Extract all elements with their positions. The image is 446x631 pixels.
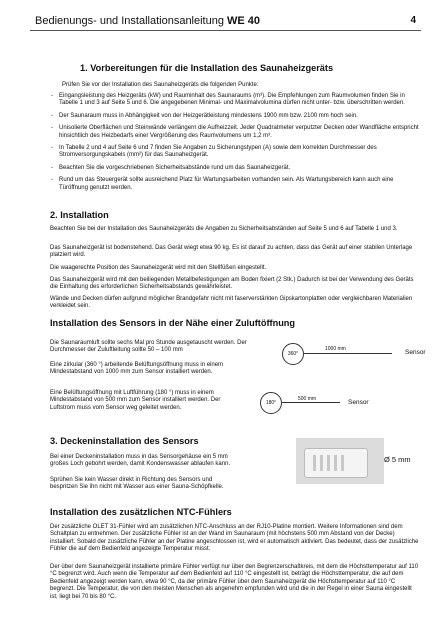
section-1-heading: 1. Vorbereitungen für die Installation des Saunaheizgeräts	[80, 63, 334, 73]
checklist-item: - Unisolierte Oberflächen und Steinwände verlängern die Aufheizzeit. Jeder Quadratmeter verputzter Decken oder Wandfläche entspricht hinsichtlich des Heizbedarfs einer Vergrößerung des Raumvolumens um 1,2 m³.	[50, 125, 420, 140]
distance-line-500	[282, 402, 340, 403]
section-1-checklist	[50, 93, 420, 197]
vent-slot	[327, 455, 330, 471]
checklist-item: - Rund um das Steuergerät sollte ausreichend Platz für Wartungsarbeiten vorhanden sein. Als Wartungsbereich kann auch eine Türöffnung genutzt werden.	[50, 177, 420, 192]
section-3-para: Bei einer Deckeninstallation muss in das Sensorgehäuse ein 5 mm großes Loch gebohrt werden, damit Kondenswasser ablaufen kann.	[50, 454, 231, 468]
section-1-intro: Prüfen Sie vor der Installation des Saunaheizgeräts die folgenden Punkte:	[62, 82, 259, 88]
sensor-para: Eine Belüftungsöffnung mit Luftführung (180 °) muss in einem Mindestabstand von 500 mm zum Sensor installiert werden. Der Luftstrom muss vom Sensor weg geleitet werden.	[50, 390, 221, 411]
page-header	[35, 15, 416, 29]
sensor-housing-illustration	[296, 438, 384, 484]
vent-slot	[334, 455, 337, 471]
section-2-heading: 2. Installation	[50, 210, 109, 220]
distance-line-1000	[304, 353, 392, 354]
vent-180-symbol: 180°	[260, 392, 282, 414]
section-2-para: Das Saunaheizgerät wird mit den beiliegenden Metallbefestigungen am Boden fixiert (2 Stk.) Dadurch ist bei der Verwendung des Geräts die Einhaltung des erforderlichen Sicherheitsabstands gewährleistet.	[50, 277, 414, 291]
ntc-para: Der zusätzliche OLET 31-Fühler wird am zusätzlichen NTC-Anschluss an der RJ10-Platine montiert. Weitere Informationen sind dem Schaltplan zu entnehmen. Der zusätzliche Fühler ist an der Wand im Saunaraum (mit höchstens 500 mm Abstand von der Decke) installiert. Sobald der zusätzliche Fühler an der Platine angeschlossen ist, wird er automatisch aktiviert. Das bedeutet, dass der zusätzliche Fühler die auf dem Bedienfeld angezeigte Temperatur misst.	[50, 524, 419, 553]
distance-1000-label: 1000 mm	[325, 346, 346, 352]
model-name: WE 40	[227, 15, 261, 27]
vent-slot	[313, 455, 316, 471]
sensor-label-2: Sensor	[348, 399, 369, 406]
section-2-para: Beachten Sie bei der Installation des Saunaheizgeräts die Angaben zu Sicherheitsabständen auf Seite 5 und 6 auf Tabelle 1 und 3.	[50, 226, 398, 232]
drill-hole-diameter: Ø 5 mm	[384, 455, 411, 464]
ntc-section-heading: Installation des zusätzlichen NTC-Fühlers	[50, 507, 232, 517]
document-title: Bedienungs- und Installationsanleitung WE 40	[35, 15, 261, 27]
vent-slot	[341, 455, 344, 471]
sensor-para: Eine zirkular (360 °) arbeitende Belüftungsöffnung muss in einem Mindestabstand von 1000 mm zum Sensor installiert werden.	[50, 362, 224, 376]
section-2-para: Wände und Decken dürfen aufgrund möglicher Brandgefahr nicht mit faserverstärkten Gipskartonplatten oder vergleichbaren Materialien verkleidet sein.	[50, 296, 413, 310]
sensor-label-1: Sensor	[405, 349, 426, 356]
section-2-para: Das Saunaheizgerät ist bodenstehend. Das Gerät wiegt etwa 90 kg. Es ist darauf zu achten, dass das Gerät auf einer stabilen Unterlage platziert wird.	[50, 245, 413, 259]
checklist-item: - In Tabelle 2 und 4 auf Seite 6 und 7 finden Sie Angaben zu Sicherungstypen (A) sowie dem korrekten Durchmesser des Stromversorgungskabels (mm²) für das Saunaheizgerät.	[50, 145, 420, 160]
vent-slot	[320, 455, 323, 471]
ntc-para: Der über dem Saunaheizgerät installierte primäre Fühler verfügt nur über den Begrenzerschaltkreis, mit dem die Höchsttemperatur auf 110 °C begrenzt wird. Auch wenn die Temperatur auf dem Bedienfeld auf 110 °C eingestellt ist, beträgt die Höchsttemperatur, die auf dem Bedienfeld angezeigt werden kann, etwa 90 °C, da der primäre Fühler über dem Saunaheizgerät die Höchsttemperatur auf 110 °C begrenzt. Die Temperatur, die von den meisten Menschen als angenehm empfunden wird und die in der Regel in einer Sauna eingestellt ist, liegt bei 70 bis 80 °C.	[50, 564, 419, 600]
sensor-housing	[304, 448, 368, 478]
checklist-item: - Der Saunaraum muss in Abhängigkeit von der Heizgerätleistung mindestens 1900 mm bzw. 2100 mm hoch sein.	[50, 113, 420, 120]
section-3-heading: 3. Deckeninstallation des Sensors	[50, 436, 199, 446]
checklist-item: - Eingangsleistung des Heizgeräts (kW) und Rauminhalt des Saunaraums (m³). Die Empfehlungen zum Raumvolumen finden Sie in Tabelle 1 und 3 auf Seite 5 und 6. Die angegebenen Minimal- und Maximalvolumina dürfen nicht unter- bzw. überschritten werden.	[50, 93, 420, 108]
section-2-para: Die waagerechte Position des Saunaheizgerät wird mit den Stellfüßen eingestellt.	[50, 265, 267, 271]
distance-500-label: 500 mm	[298, 396, 317, 402]
section-3-para: Sprühen Sie kein Wasser direkt in Richtung des Sensors und bespritzen Sie ihn nicht mit Wasser aus einer Sauna-Schöpfkelle.	[50, 477, 224, 491]
vent-360-symbol: 360°	[282, 343, 304, 365]
page-number: 4	[410, 15, 416, 26]
sensor-para: Die Saunaraumluft sollte sechs Mal pro Stunde ausgetauscht werden. Der Durchmesser der Zuluftleitung sollte 50 – 100 mm	[50, 340, 247, 354]
checklist-item: - Beachten Sie die vorgeschriebenen Sicherheitsabstände rund um das Saunaheizgerät.	[50, 165, 420, 172]
sensor-section-heading: Installation des Sensors in der Nähe einer Zuluftöffnung	[50, 318, 296, 328]
header-rule	[30, 30, 421, 31]
